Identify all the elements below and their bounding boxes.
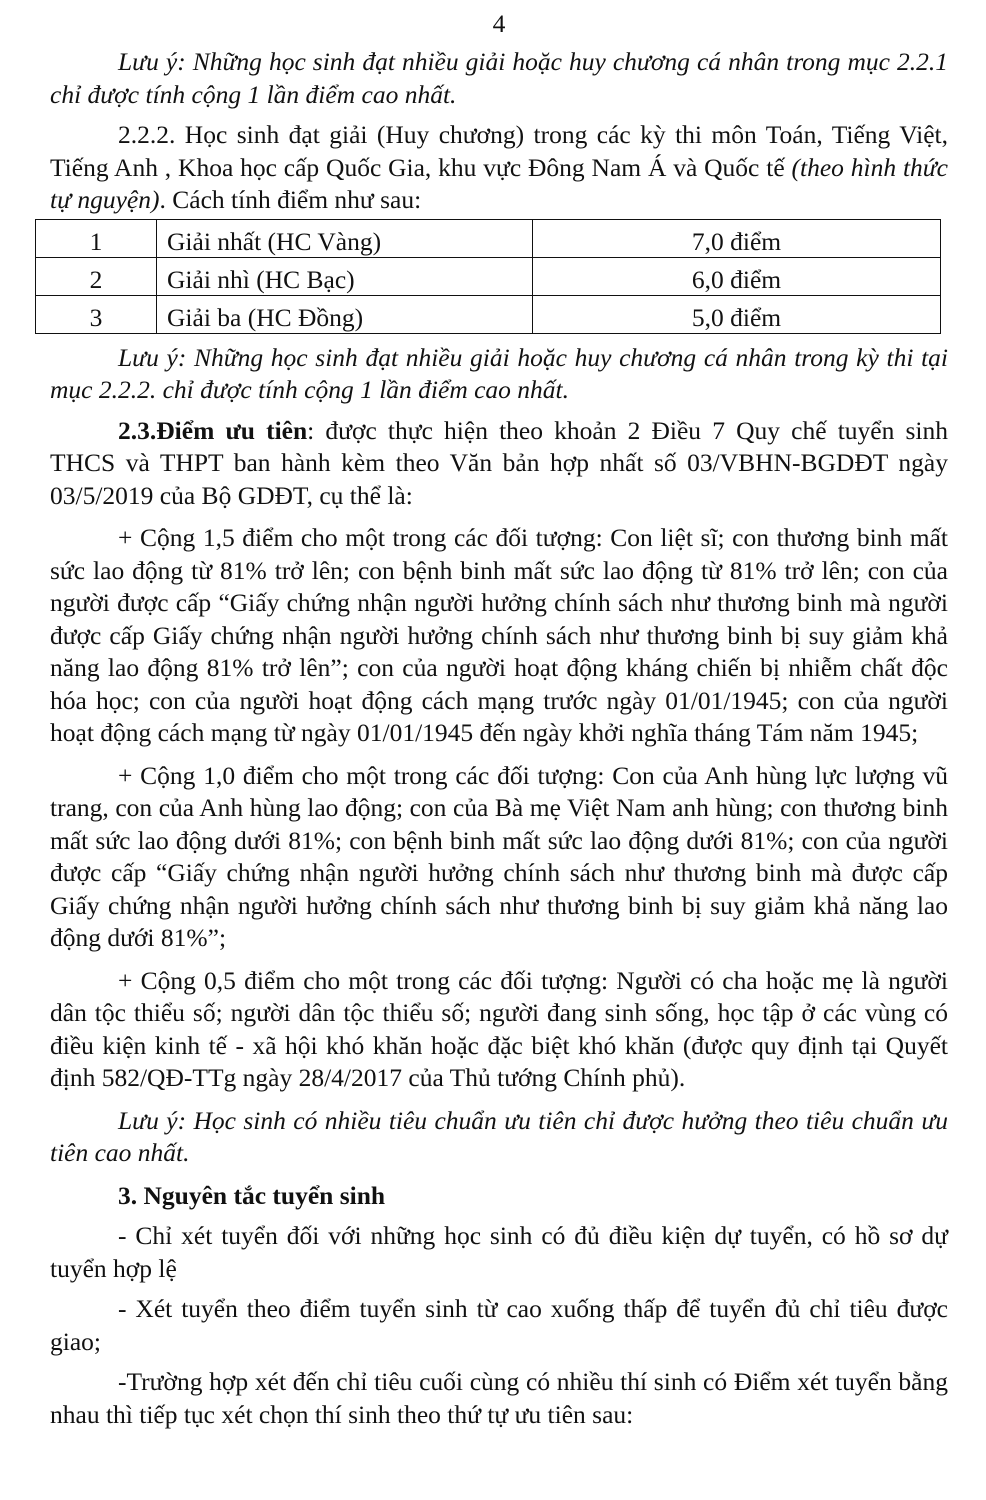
award-cell: Giải nhất (HC Vàng) xyxy=(157,219,533,257)
rank-cell: 3 xyxy=(36,295,157,333)
points-cell: 7,0 điểm xyxy=(533,219,941,257)
section-2-3-heading: 2.3.Điểm ưu tiên xyxy=(118,415,308,445)
award-cell: Giải nhì (HC Bạc) xyxy=(157,257,533,295)
table-row xyxy=(36,219,941,257)
note-priority: Lưu ý: Học sinh có nhiều tiêu chuẩn ưu tiên chỉ được hưởng theo tiêu chuẩn ưu tiên cao nhất. xyxy=(50,1105,948,1167)
section-2-2-2-italic: (theo hình thức tự nguyện) xyxy=(50,152,948,214)
page-number: 4 xyxy=(492,9,506,38)
principle-item: -Trường hợp xét đến chỉ tiêu cuối cùng có nhiều thí sinh có Điểm xét tuyển bằng nhau thì tiếp tục xét chọn thí sinh theo thứ tự ưu tiên sau: xyxy=(50,1367,948,1429)
section-3-title: 3. Nguyên tắc tuyển sinh xyxy=(118,1180,386,1210)
note-2-2-2: Lưu ý: Những học sinh đạt nhiều giải hoặc huy chương cá nhân trong kỳ thi tại mục 2.2.2. chỉ được tính cộng 1 lần điểm cao nhất. xyxy=(50,342,948,404)
priority-item-0-5: + Cộng 0,5 điểm cho một trong các đối tượng: Người có cha hoặc mẹ là người dân tộc thiểu số; người dân tộc thiểu số; người đang sinh sống, học tập ở các vùng có điều kiện kinh tế - xã hội khó khăn hoặc đặc biệt khó khăn (được quy định tại Quyết định 582/QĐ-TTg ngày 28/4/2017 của Thủ tướng Chính phủ). xyxy=(50,965,948,1092)
section-2-2-2-tail: . Cách tính điểm như sau: xyxy=(159,185,422,214)
section-2-3-text: : được thực hiện theo khoản 2 Điều 7 Quy chế tuyển sinh THCS và THPT ban hành kèm theo Văn bản hợp nhất số 03/VBHN-BGDĐT ngày 03/5/2019 của Bộ GDĐT, cụ thể là: xyxy=(50,415,948,510)
rank-cell: 1 xyxy=(36,219,157,257)
priority-item-1-5: + Cộng 1,5 điểm cho một trong các đối tượng: Con liệt sĩ; con thương binh mất sức lao động từ 81% trở lên; con bệnh binh mất sức lao động từ 81% trở lên; con của người được cấp “Giấy chứng nhận người hưởng chính sách như thương binh mà người được cấp Giấy chứng nhận người hưởng chính sách như thương binh bị suy giảm khả năng lao động 81% trở lên”; con của người hoạt động kháng chiến bị nhiễm chất độc hóa học; con của người hoạt động cách mạng trước ngày 01/01/1945; con của người hoạt động cách mạng từ ngày 01/01/1945 đến ngày khởi nghĩa tháng Tám năm 1945; xyxy=(50,523,948,747)
award-points-table xyxy=(35,219,941,334)
section-3-heading xyxy=(50,1180,948,1213)
note-2-2-1: Lưu ý: Những học sinh đạt nhiều giải hoặc huy chương cá nhân trong mục 2.2.1 chỉ được tính cộng 1 lần điểm cao nhất. xyxy=(50,47,948,109)
table-row xyxy=(36,257,941,295)
points-cell: 6,0 điểm xyxy=(533,257,941,295)
section-2-2-2-paragraph xyxy=(50,119,948,217)
priority-item-1-0: + Cộng 1,0 điểm cho một trong các đối tượng: Con của Anh hùng lực lượng vũ trang, con của Anh hùng lao động; con của Bà mẹ Việt Nam anh hùng; con thương binh mất sức lao động dưới 81%; con bệnh binh mất sức lao động dưới 81%; con của người được cấp “Giấy chứng nhận người hưởng chính sách như thương binh mà được cấp Giấy chứng nhận người hưởng chính sách như thương binh bị suy giảm khả năng lao động dưới 81%”; xyxy=(50,760,948,952)
award-cell: Giải ba (HC Đồng) xyxy=(157,295,533,333)
section-2-3-paragraph xyxy=(50,415,948,513)
principle-item: - Chỉ xét tuyển đối với những học sinh có đủ điều kiện dự tuyển, có hồ sơ dự tuyển hợp lệ xyxy=(50,1221,948,1283)
principle-item: - Xét tuyển theo điểm tuyển sinh từ cao xuống thấp để tuyển đủ chỉ tiêu được giao; xyxy=(50,1294,948,1356)
rank-cell: 2 xyxy=(36,257,157,295)
points-cell: 5,0 điểm xyxy=(533,295,941,333)
section-2-2-2-text: 2.2.2. Học sinh đạt giải (Huy chương) trong các kỳ thi môn Toán, Tiếng Việt, Tiếng Anh , Khoa học cấp Quốc Gia, khu vực Đông Nam Á và Quốc tế xyxy=(50,120,948,182)
table-row xyxy=(36,295,941,333)
